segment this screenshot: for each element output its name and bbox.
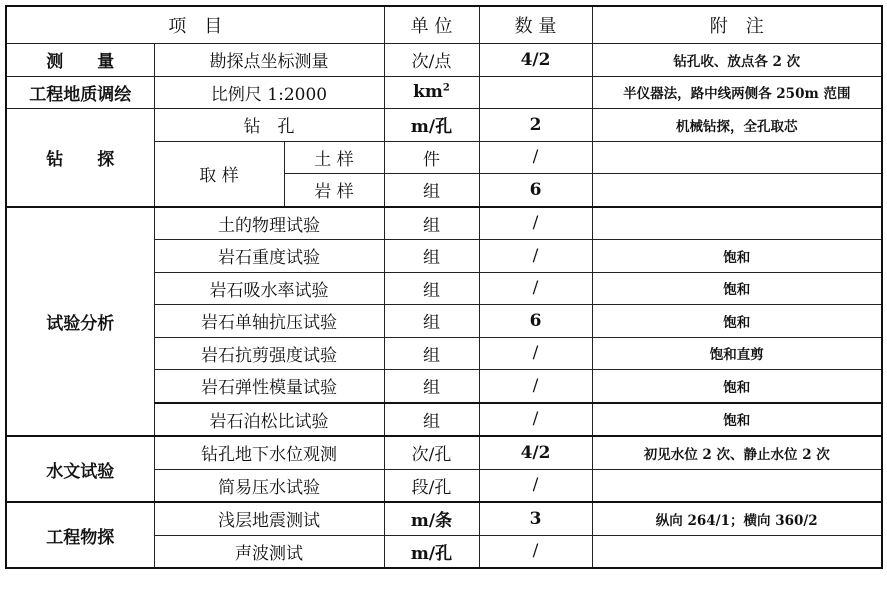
unit-cell: 组 xyxy=(384,174,479,207)
unit-cell: 次/孔 xyxy=(384,436,479,469)
qty-cell: 4/2 xyxy=(479,436,592,469)
qty-cell: / xyxy=(479,469,592,502)
sample-group-cell: 取 样 xyxy=(154,141,284,207)
table-row xyxy=(6,76,882,109)
header-qty: 数 量 xyxy=(479,6,592,44)
unit-cell: 组 xyxy=(384,207,479,240)
item-cell: 岩 样 xyxy=(284,174,384,207)
item-cell: 土的物理试验 xyxy=(154,207,384,240)
note-cell: 机械钻探，全孔取芯 xyxy=(592,109,882,142)
note-cell xyxy=(592,141,882,174)
unit-cell xyxy=(384,76,479,109)
item-cell: 勘探点坐标测量 xyxy=(154,44,384,77)
table-row xyxy=(6,44,882,77)
table-row xyxy=(6,109,882,142)
unit-cell: 件 xyxy=(384,141,479,174)
item-cell: 岩石单轴抗压试验 xyxy=(154,305,384,338)
category-cell: 测 量 xyxy=(6,44,154,77)
item-cell: 钻孔地下水位观测 xyxy=(154,436,384,469)
note-cell: 饱和 xyxy=(592,272,882,305)
qty-cell: / xyxy=(479,240,592,273)
note-cell xyxy=(592,207,882,240)
table-row xyxy=(6,207,882,240)
note-cell: 饱和 xyxy=(592,403,882,437)
category-cell: 试验分析 xyxy=(6,207,154,437)
item-cell: 岩石重度试验 xyxy=(154,240,384,273)
qty-cell: 6 xyxy=(479,174,592,207)
unit-cell: 段/孔 xyxy=(384,469,479,502)
unit-superscript: 2 xyxy=(442,82,450,94)
unit-cell: m/孔 xyxy=(384,535,479,568)
note-cell: 饱和 xyxy=(592,305,882,338)
note-cell xyxy=(592,469,882,502)
survey-work-table xyxy=(5,5,883,569)
category-cell: 工程地质调绘 xyxy=(6,76,154,109)
unit-cell: 组 xyxy=(384,337,479,370)
note-cell: 初见水位 2 次、静止水位 2 次 xyxy=(592,436,882,469)
note-cell: 钻孔收、放点各 2 次 xyxy=(592,44,882,77)
note-cell: 纵向 264/1；横向 360/2 xyxy=(592,502,882,535)
item-cell: 声波测试 xyxy=(154,535,384,568)
qty-cell: / xyxy=(479,337,592,370)
category-cell: 水文试验 xyxy=(6,436,154,502)
item-cell: 土 样 xyxy=(284,141,384,174)
unit-cell: m/条 xyxy=(384,502,479,535)
unit-cell: 组 xyxy=(384,403,479,437)
header-note: 附 注 xyxy=(592,6,882,44)
header-unit: 单 位 xyxy=(384,6,479,44)
table-row xyxy=(6,436,882,469)
qty-cell: 3 xyxy=(479,502,592,535)
note-cell: 饱和直剪 xyxy=(592,337,882,370)
unit-cell: 次/点 xyxy=(384,44,479,77)
qty-cell: / xyxy=(479,207,592,240)
category-cell: 钻 探 xyxy=(6,109,154,207)
note-cell: 半仪器法，路中线两侧各 250m 范围 xyxy=(592,76,882,109)
header-row xyxy=(6,6,882,44)
item-cell: 浅层地震测试 xyxy=(154,502,384,535)
qty-cell: / xyxy=(479,370,592,403)
qty-cell: 6 xyxy=(479,305,592,338)
item-cell: 岩石弹性模量试验 xyxy=(154,370,384,403)
unit-cell: 组 xyxy=(384,370,479,403)
item-cell: 岩石泊松比试验 xyxy=(154,403,384,437)
qty-cell xyxy=(479,76,592,109)
item-cell: 比例尺 1:2000 xyxy=(154,76,384,109)
item-cell: 钻 孔 xyxy=(154,109,384,142)
item-cell: 岩石吸水率试验 xyxy=(154,272,384,305)
qty-cell: / xyxy=(479,403,592,437)
unit-cell: 组 xyxy=(384,272,479,305)
item-cell: 岩石抗剪强度试验 xyxy=(154,337,384,370)
note-cell xyxy=(592,535,882,568)
note-cell: 饱和 xyxy=(592,240,882,273)
note-cell xyxy=(592,174,882,207)
category-cell: 工程物探 xyxy=(6,502,154,568)
qty-cell: / xyxy=(479,272,592,305)
unit-base: km xyxy=(413,82,443,103)
header-item: 项 目 xyxy=(6,6,384,44)
unit-cell: m/孔 xyxy=(384,109,479,142)
qty-cell: 4/2 xyxy=(479,44,592,77)
qty-cell: 2 xyxy=(479,109,592,142)
qty-cell: / xyxy=(479,535,592,568)
table-row xyxy=(6,502,882,535)
item-cell: 简易压水试验 xyxy=(154,469,384,502)
qty-cell: / xyxy=(479,141,592,174)
unit-cell: 组 xyxy=(384,305,479,338)
unit-cell: 组 xyxy=(384,240,479,273)
note-cell: 饱和 xyxy=(592,370,882,403)
